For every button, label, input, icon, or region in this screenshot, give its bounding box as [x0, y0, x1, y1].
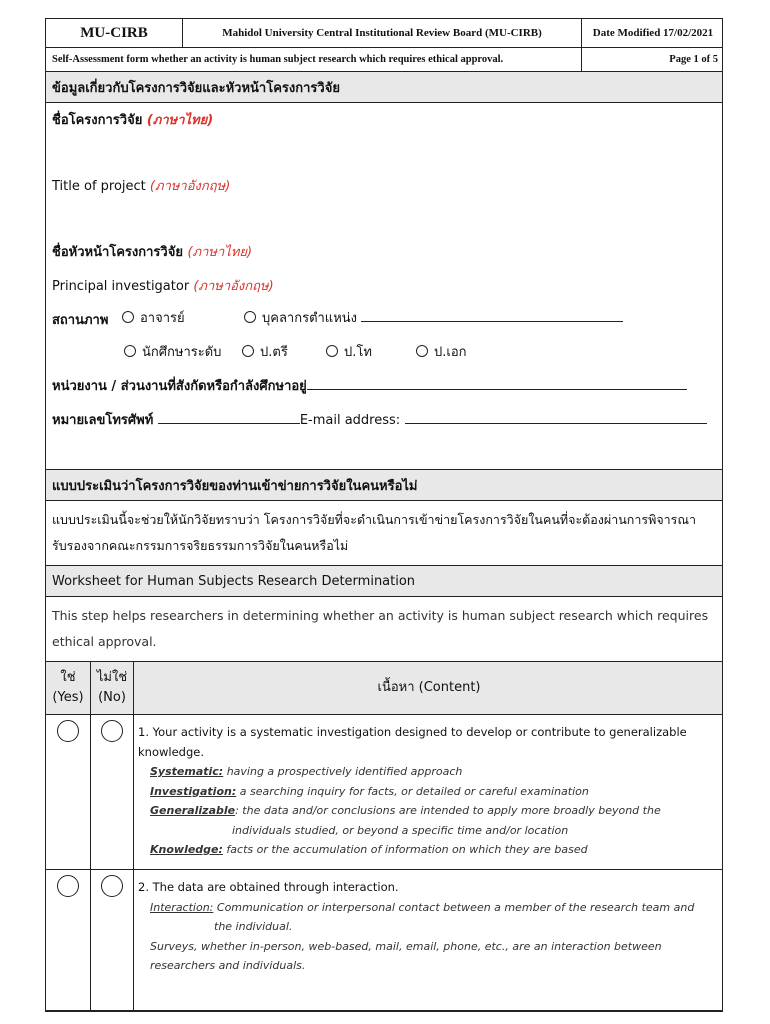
- assessment-intro-text: แบบประเมินนี้จะช่วยให้นักวิจัยทราบว่า โครงการวิจัยที่จะดำเนินการเข้าข่ายโครงการวิจัยในคนที่จะต้องผ่านการพิจารณารับรองจากคณะกรรมการจริยธรรมการวิจัยในคนหรือไม่: [46, 501, 722, 566]
- item-content: [134, 715, 724, 869]
- project-info-fields: [46, 103, 722, 469]
- page-number: Page 1 of 5: [669, 54, 718, 65]
- item-text: 2. The data are obtained through interaction.: [138, 880, 399, 894]
- yes-cell: [46, 870, 91, 1010]
- status-option-master[interactable]: ป.โท: [326, 341, 372, 362]
- worksheet-intro-text: This step helps researchers in determining whether an activity is human subject research which requires ethical approval.: [46, 597, 722, 662]
- yes-radio[interactable]: [57, 720, 79, 742]
- phone-line[interactable]: [158, 412, 300, 424]
- status-option-staff[interactable]: บุคลากรตำแหน่ง: [244, 307, 623, 328]
- project-title-en-field[interactable]: Title of project (ภาษาอังกฤษ): [52, 179, 231, 194]
- no-radio[interactable]: [101, 875, 123, 897]
- email-label: E-mail address:: [299, 413, 401, 428]
- section-title-worksheet: Worksheet for Human Subjects Research Determination: [46, 566, 722, 597]
- definition: Generalizable: the data and/or conclusions are intended to apply more broadly beyond the: [150, 804, 661, 817]
- definition-continuation: the individual.: [214, 920, 293, 933]
- worksheet-table-header: [46, 662, 722, 715]
- section-title-assessment: แบบประเมินว่าโครงการวิจัยของท่านเข้าข่ายการวิจัยในคนหรือไม่: [46, 469, 722, 501]
- email-line[interactable]: [405, 412, 707, 424]
- no-radio[interactable]: [101, 720, 123, 742]
- radio-circle[interactable]: [242, 345, 254, 357]
- radio-circle[interactable]: [416, 345, 428, 357]
- status-label: สถานภาพ: [52, 313, 109, 328]
- radio-circle[interactable]: [326, 345, 338, 357]
- table-row: [46, 870, 722, 1011]
- item-note: Surveys, whether in-person, web-based, mail, email, phone, etc., are an interaction between researchers and individuals.: [150, 939, 662, 972]
- form-title: Self-Assessment form whether an activity is human subject research which requires ethical approval.: [46, 48, 582, 71]
- definition: Knowledge: facts or the accumulation of information on which they are based: [150, 843, 588, 856]
- radio-circle[interactable]: [124, 345, 136, 357]
- definition: Investigation: a searching inquiry for facts, or detailed or careful examination: [150, 784, 589, 798]
- header-row: [45, 18, 723, 48]
- content-column-header: เนื้อหา (Content): [377, 680, 481, 695]
- date-modified: Date Modified 17/02/2021: [592, 27, 714, 39]
- yes-column-header: ใช่ (Yes): [46, 662, 91, 714]
- status-option-doctoral[interactable]: ป.เอก: [416, 341, 467, 362]
- yes-radio[interactable]: [57, 875, 79, 897]
- status-option-lecturer[interactable]: อาจารย์: [122, 307, 185, 328]
- status-option-bachelor[interactable]: ป.ตรี: [242, 341, 288, 362]
- item-content: [134, 870, 724, 1010]
- item-text: 1. Your activity is a systematic investigation designed to develop or contribute to generalizable knowledge.: [138, 725, 687, 759]
- form-page: [45, 18, 723, 1012]
- form-title-row: [45, 48, 723, 72]
- unit-line[interactable]: [307, 378, 687, 390]
- yes-cell: [46, 715, 91, 869]
- radio-circle[interactable]: [244, 311, 256, 323]
- no-cell: [91, 715, 134, 869]
- assessment-intro-section: [45, 469, 723, 1012]
- project-info-section: [45, 72, 723, 470]
- table-row: [46, 715, 722, 870]
- unit-field[interactable]: หน่วยงาน / ส่วนงานที่สังกัดหรือกำลังศึกษาอยู่: [52, 375, 687, 396]
- section-title-project-info: ข้อมูลเกี่ยวกับโครงการวิจัยและหัวหน้าโครงการวิจัย: [46, 72, 722, 103]
- pi-name-th-field[interactable]: ชื่อหัวหน้าโครงการวิจัย (ภาษาไทย): [52, 245, 253, 260]
- staff-position-line[interactable]: [361, 310, 623, 322]
- board-name: Mahidol University Central Institutional Review Board (MU-CIRB): [183, 19, 582, 47]
- definition: Systematic: having a prospectively identified approach: [150, 765, 463, 778]
- project-name-th-field[interactable]: ชื่อโครงการวิจัย (ภาษาไทย): [52, 113, 214, 128]
- no-cell: [91, 870, 134, 1010]
- radio-circle[interactable]: [122, 311, 134, 323]
- org-code: MU-CIRB: [46, 19, 183, 47]
- status-option-student[interactable]: นักศึกษาระดับ: [124, 341, 221, 362]
- definition: Interaction: Communication or interpersonal contact between a member of the research team and: [150, 900, 695, 914]
- pi-name-en-field[interactable]: Principal investigator (ภาษาอังกฤษ): [52, 279, 274, 294]
- definition-continuation: individuals studied, or beyond a specific time and/or location: [232, 823, 569, 837]
- no-column-header: ไม่ใช่ (No): [91, 662, 134, 714]
- phone-field[interactable]: หมายเลขโทรศัพท์ E-mail address:: [52, 409, 707, 430]
